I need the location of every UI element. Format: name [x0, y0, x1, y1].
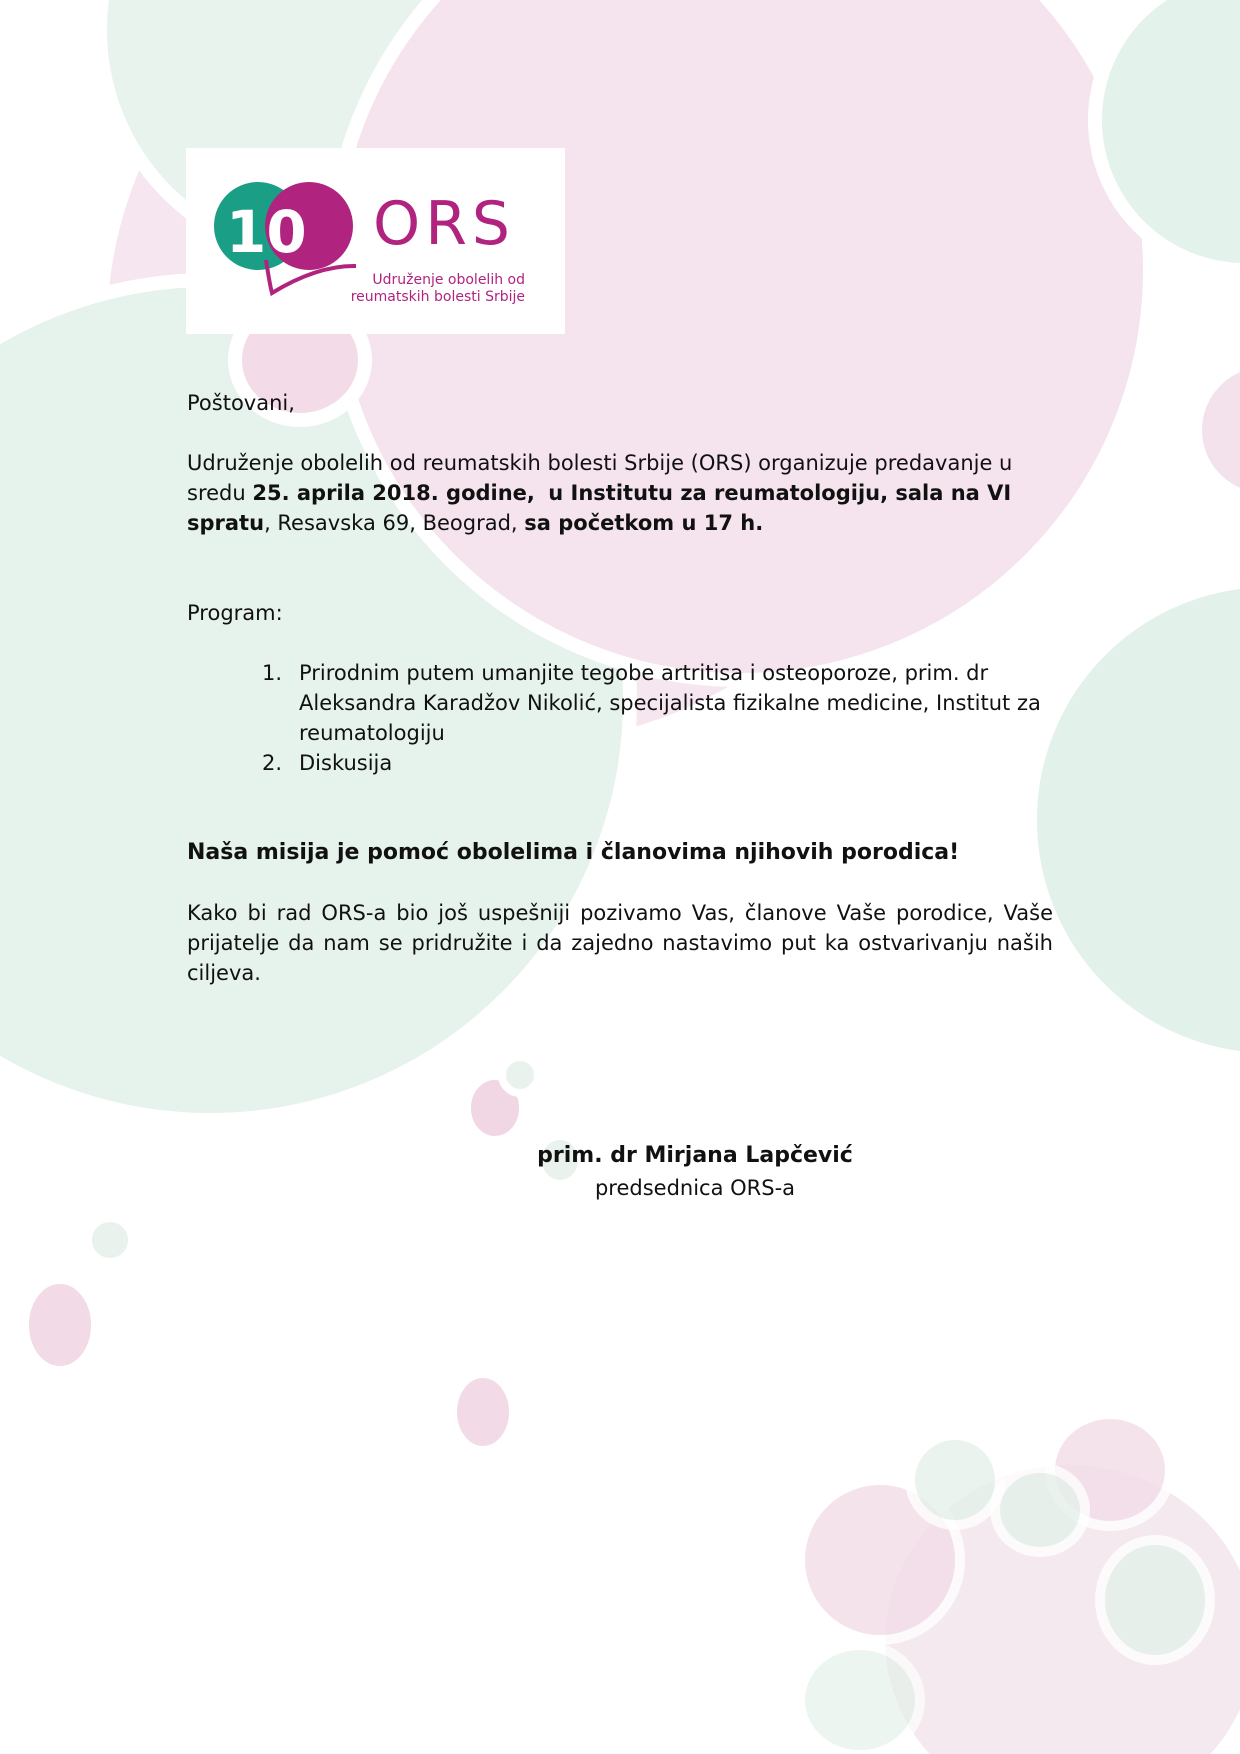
intro-text-2: , Resavska 69, Beograd, [264, 511, 525, 535]
program-item-text: Prirodnim putem umanjite tegobe artritisa i osteoporoze, prim. dr Aleksandra Karadžov Nikolić, specijalista fizikalne medicine, Institut za reumatologiju [299, 661, 1041, 745]
logo-tagline-line2: reumatskih bolesti Srbije [350, 289, 525, 305]
intro-paragraph [187, 448, 1053, 538]
letter-body [187, 388, 1053, 988]
signatory-title: predsednica ORS-a [594, 1176, 796, 1200]
event-venue: u Institutu za reumatologiju, sala na VI spratu [187, 481, 1012, 535]
greeting: Poštovani, [187, 391, 295, 415]
closing-paragraph: Kako bi rad ORS-a bio još uspešniji pozivamo Vas, članove Vaše porodice, Vaše prijatelje da nam se pridružite i da zajedno nastavimo put ka ostvarivanju naših ciljeva. [187, 901, 1053, 985]
intro-spacer [535, 481, 548, 505]
logo-number: 10 [226, 198, 307, 266]
ors-logo [186, 148, 565, 334]
intro-text-1: Udruženje obolelih od reumatskih bolesti Srbije (ORS) organizuje predavanje u sredu [187, 451, 1013, 505]
program-list [187, 658, 1053, 778]
signature-block [430, 1140, 960, 1204]
program-item [187, 658, 1053, 748]
program-item-number: 2. [262, 751, 283, 775]
program-item-number: 1. [262, 661, 283, 685]
signatory-name: prim. dr Mirjana Lapčević [537, 1143, 853, 1168]
logo-tagline-line1: Udruženje obolelih od [372, 272, 525, 288]
logo-acronym: ORS [373, 189, 516, 259]
event-date: 25. aprila 2018. godine, [252, 481, 535, 505]
program-label: Program: [187, 601, 283, 625]
mission-statement: Naša misija je pomoć obolelima i članovima njihovih porodica! [187, 840, 960, 865]
program-item-text: Diskusija [299, 751, 393, 775]
program-item [187, 748, 1053, 778]
event-time: sa početkom u 17 h. [524, 511, 764, 535]
